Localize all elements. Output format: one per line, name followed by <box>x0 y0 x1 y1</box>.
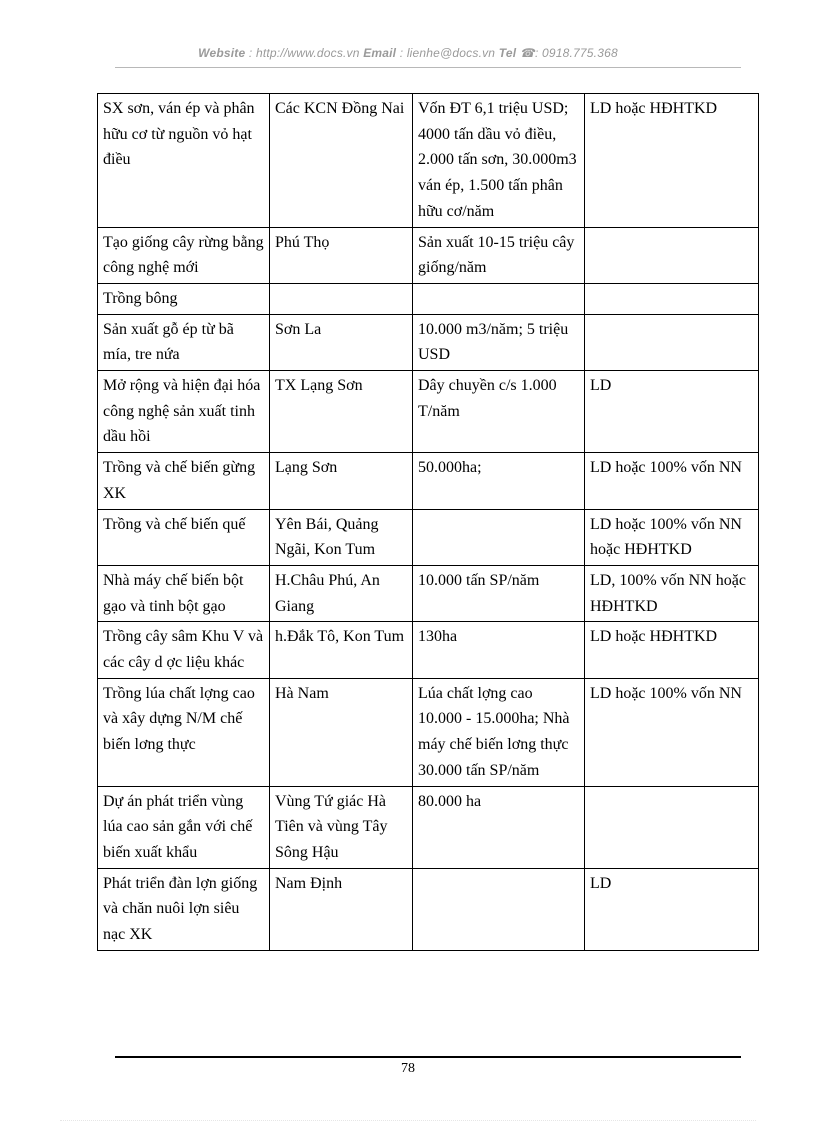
header-divider <box>115 67 741 68</box>
table-row <box>98 678 759 786</box>
location-cell: Sơn La <box>270 314 413 370</box>
location-cell: Phú Thọ <box>270 227 413 283</box>
page-number: 78 <box>401 1061 415 1076</box>
location-cell: Nam Định <box>270 868 413 950</box>
scale-cell: 50.000ha; <box>413 453 585 509</box>
investment-form-cell: LD hoặc 100% vốn NN hoặc HĐHTKD <box>585 509 759 565</box>
investment-form-cell: LD hoặc HĐHTKD <box>585 622 759 678</box>
investment-form-cell <box>585 314 759 370</box>
project-name-cell: Trồng và chế biến quế <box>98 509 270 565</box>
investment-form-cell: LD hoặc 100% vốn NN <box>585 678 759 786</box>
location-cell: Lạng Sơn <box>270 453 413 509</box>
project-name-cell: Dự án phát triển vùng lúa cao sản gắn với chế biến xuất khẩu <box>98 786 270 868</box>
location-cell <box>270 283 413 314</box>
project-name-cell: SX sơn, ván ép và phân hữu cơ từ nguồn vỏ hạt điều <box>98 94 270 228</box>
table-row <box>98 453 759 509</box>
scale-cell: 10.000 tấn SP/năm <box>413 565 585 621</box>
page-bottom-border <box>60 1120 756 1121</box>
table-row <box>98 94 759 228</box>
scale-cell: 130ha <box>413 622 585 678</box>
tel-number: : 0918.775.368 <box>534 46 618 60</box>
location-cell: Yên Bái, Quảng Ngãi, Kon Tum <box>270 509 413 565</box>
table-row <box>98 786 759 868</box>
project-name-cell: Mở rộng và hiện đại hóa công nghệ sản xuất tinh dầu hồi <box>98 371 270 453</box>
website-url[interactable]: : http://www.docs.vn <box>248 46 360 60</box>
table-row <box>98 227 759 283</box>
location-cell: Các KCN Đồng Nai <box>270 94 413 228</box>
project-name-cell: Trồng bông <box>98 283 270 314</box>
scale-cell: Dây chuyền c/s 1.000 T/năm <box>413 371 585 453</box>
location-cell: h.Đắk Tô, Kon Tum <box>270 622 413 678</box>
scale-cell: Lúa chất lợng cao 10.000 - 15.000ha; Nhà máy chế biến lơng thực 30.000 tấn SP/năm <box>413 678 585 786</box>
table-row <box>98 565 759 621</box>
project-name-cell: Trồng lúa chất lợng cao và xây dựng N/M chế biến lơng thực <box>98 678 270 786</box>
table-row <box>98 509 759 565</box>
table-row <box>98 622 759 678</box>
project-name-cell: Trồng và chế biến gừng XK <box>98 453 270 509</box>
scale-cell: Sản xuất 10-15 triệu cây giống/năm <box>413 227 585 283</box>
phone-icon: ☎ <box>519 46 535 60</box>
scale-cell <box>413 868 585 950</box>
investment-form-cell: LD <box>585 868 759 950</box>
investment-form-cell <box>585 786 759 868</box>
scale-cell: 10.000 m3/năm; 5 triệu USD <box>413 314 585 370</box>
investment-form-cell: LD, 100% vốn NN hoặc HĐHTKD <box>585 565 759 621</box>
scale-cell <box>413 509 585 565</box>
location-cell: Vùng Tứ giác Hà Tiên và vùng Tây Sông Hậu <box>270 786 413 868</box>
email-label: Email <box>363 46 397 60</box>
scale-cell: 80.000 ha <box>413 786 585 868</box>
project-name-cell: Sản xuất gỗ ép từ bã mía, tre nứa <box>98 314 270 370</box>
location-cell: Hà Nam <box>270 678 413 786</box>
project-name-cell: Nhà máy chế biến bột gạo và tinh bột gạo <box>98 565 270 621</box>
project-name-cell: Trồng cây sâm Khu V và các cây d ợc liệu khác <box>98 622 270 678</box>
scale-cell: Vốn ĐT 6,1 triệu USD; 4000 tấn dầu vỏ điều, 2.000 tấn sơn, 30.000m3 ván ép, 1.500 tấn phân hữu cơ/năm <box>413 94 585 228</box>
page-header <box>0 46 816 60</box>
scale-cell <box>413 283 585 314</box>
table-row <box>98 314 759 370</box>
footer-divider <box>115 1056 741 1058</box>
website-label: Website <box>198 46 246 60</box>
investment-form-cell <box>585 227 759 283</box>
project-name-cell: Phát triển đàn lợn giống và chăn nuôi lợn siêu nạc XK <box>98 868 270 950</box>
table-row <box>98 371 759 453</box>
location-cell: TX Lạng Sơn <box>270 371 413 453</box>
investment-form-cell: LD <box>585 371 759 453</box>
investment-form-cell: LD hoặc HĐHTKD <box>585 94 759 228</box>
email-address[interactable]: : lienhe@docs.vn <box>399 46 496 60</box>
project-name-cell: Tạo giống cây rừng bằng công nghệ mới <box>98 227 270 283</box>
tel-label: Tel <box>498 46 517 60</box>
location-cell: H.Châu Phú, An Giang <box>270 565 413 621</box>
investment-form-cell: LD hoặc 100% vốn NN <box>585 453 759 509</box>
investment-form-cell <box>585 283 759 314</box>
project-table <box>97 93 759 951</box>
table-row <box>98 283 759 314</box>
table-row <box>98 868 759 950</box>
